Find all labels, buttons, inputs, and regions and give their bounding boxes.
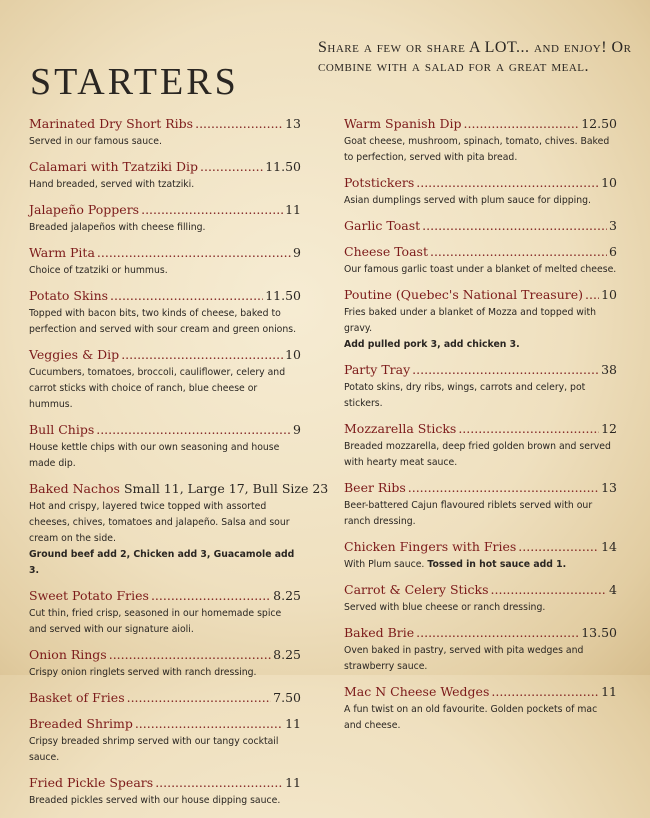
dot-leader bbox=[155, 775, 283, 790]
menu-item-description bbox=[344, 262, 617, 278]
menu-item-price: 9 bbox=[293, 245, 301, 260]
menu-item bbox=[344, 421, 617, 471]
menu-item-name: Breaded Shrimp bbox=[29, 716, 133, 731]
menu-item-name: Basket of Fries bbox=[29, 690, 125, 705]
menu-item bbox=[29, 422, 301, 472]
menu-item-header bbox=[29, 775, 301, 792]
menu-item-description bbox=[29, 665, 301, 681]
menu-item-price: 13 bbox=[285, 116, 301, 131]
menu-item-description bbox=[29, 134, 301, 150]
menu-item-addon: Add pulled pork 3, add chicken 3. bbox=[344, 339, 520, 350]
dot-leader bbox=[412, 362, 599, 377]
menu-tagline: Share a few or share A LOT... and enjoy! Or combine with a salad for a great meal. bbox=[318, 39, 632, 75]
dot-leader bbox=[141, 202, 283, 217]
menu-item-name: Jalapeño Poppers bbox=[29, 202, 140, 217]
menu-item bbox=[29, 159, 301, 193]
menu-item-price: 11 bbox=[285, 775, 301, 790]
menu-item-name: Veggies & Dip bbox=[29, 347, 120, 362]
menu-item bbox=[29, 775, 301, 809]
menu-item-name: Warm Pita bbox=[29, 245, 95, 260]
menu-item bbox=[29, 716, 301, 766]
dot-leader bbox=[121, 347, 283, 362]
menu-item bbox=[344, 480, 617, 530]
right-menu-column bbox=[344, 116, 617, 743]
menu-item bbox=[344, 582, 617, 616]
dot-leader bbox=[110, 288, 263, 303]
description-text: Cripsy breaded shrimp served with our tangy cocktail sauce. bbox=[29, 736, 279, 763]
menu-item-name: Baked Brie bbox=[344, 625, 415, 640]
dot-leader bbox=[151, 588, 271, 603]
menu-item-description bbox=[344, 134, 617, 166]
description-text: Hand breaded, served with tzatziki. bbox=[29, 179, 195, 190]
menu-item-name: Potstickers bbox=[344, 175, 415, 190]
menu-item-price: 38 bbox=[601, 362, 617, 377]
description-text: With Plum sauce. bbox=[344, 559, 425, 570]
description-text: Breaded pickles served with our house dipping sauce. bbox=[29, 795, 281, 806]
menu-item-price: 3 bbox=[609, 218, 617, 233]
dot-leader bbox=[109, 647, 271, 662]
dot-leader bbox=[585, 287, 599, 302]
menu-item-description bbox=[29, 365, 301, 413]
menu-item-description bbox=[344, 439, 617, 471]
menu-item-description bbox=[344, 643, 617, 675]
description-text: Breaded mozzarella, deep fried golden brown and served with hearty meat sauce. bbox=[344, 441, 611, 468]
description-text: Oven baked in pastry, served with pita wedges and strawberry sauce. bbox=[344, 645, 584, 672]
menu-item-description bbox=[344, 193, 617, 209]
menu-item bbox=[344, 539, 617, 573]
menu-item-description bbox=[29, 734, 301, 766]
menu-item-price: 10 bbox=[285, 347, 301, 362]
menu-item-name: Marinated Dry Short Ribs bbox=[29, 116, 194, 131]
menu-item bbox=[29, 690, 301, 707]
menu-item-header bbox=[29, 647, 301, 664]
description-text: Fries baked under a blanket of Mozza and topped with gravy. bbox=[344, 307, 597, 334]
menu-item-name: Fried Pickle Spears bbox=[29, 775, 154, 790]
menu-item-price: 7.50 bbox=[273, 690, 301, 705]
menu-item-header bbox=[29, 690, 301, 707]
menu-item bbox=[344, 684, 617, 734]
menu-item-header bbox=[29, 716, 301, 733]
menu-item-description bbox=[29, 220, 301, 236]
menu-item-description bbox=[29, 499, 301, 579]
description-text: Beer-battered Cajun flavoured riblets served with our ranch dressing. bbox=[344, 500, 593, 527]
menu-item bbox=[29, 347, 301, 413]
dot-leader bbox=[491, 684, 599, 699]
description-text: Cut thin, fried crisp, seasoned in our homemade spice and served with our signature aioli. bbox=[29, 608, 282, 635]
description-text: Cucumbers, tomatoes, broccoli, cauliflower, celery and carrot sticks with choice of ranch, blue cheese or hummus. bbox=[29, 367, 286, 410]
menu-item-price: 11 bbox=[601, 684, 617, 699]
menu-item-header bbox=[29, 116, 301, 133]
menu-item-header bbox=[29, 288, 301, 305]
description-text: Choice of tzatziki or hummus. bbox=[29, 265, 168, 276]
menu-item-name: Cheese Toast bbox=[344, 244, 428, 259]
menu-item-description bbox=[29, 606, 301, 638]
menu-item-header bbox=[344, 244, 617, 261]
dot-leader bbox=[518, 539, 599, 554]
description-text: Crispy onion ringlets served with ranch dressing. bbox=[29, 667, 257, 678]
menu-item-header bbox=[344, 287, 617, 304]
menu-item-name: Poutine (Quebec's National Treasure) bbox=[344, 287, 584, 302]
menu-item-header bbox=[344, 582, 617, 599]
menu-item bbox=[344, 218, 617, 235]
menu-item bbox=[29, 245, 301, 279]
menu-item-description bbox=[29, 793, 301, 809]
menu-item bbox=[344, 116, 617, 166]
description-text: Goat cheese, mushroom, spinach, tomato, chives. Baked to perfection, served with pita bread. bbox=[344, 136, 610, 163]
description-text: Our famous garlic toast under a blanket of melted cheese. bbox=[344, 264, 617, 275]
menu-item-price: Small 11, Large 17, Bull Size 23 bbox=[123, 481, 329, 496]
menu-item-header bbox=[344, 116, 617, 133]
menu-item bbox=[344, 244, 617, 278]
menu-item-name: Mac N Cheese Wedges bbox=[344, 684, 490, 699]
dot-leader bbox=[464, 116, 580, 131]
description-text: Potato skins, dry ribs, wings, carrots and celery, pot stickers. bbox=[344, 382, 586, 409]
menu-item-header bbox=[29, 588, 301, 605]
dot-leader bbox=[491, 582, 608, 597]
dot-leader bbox=[96, 422, 291, 437]
description-text: Served in our famous sauce. bbox=[29, 136, 162, 147]
menu-item-description bbox=[29, 263, 301, 279]
dot-leader bbox=[430, 244, 607, 259]
menu-item-price: 12 bbox=[601, 421, 617, 436]
menu-item-name: Calamari with Tzatziki Dip bbox=[29, 159, 199, 174]
menu-item-name: Garlic Toast bbox=[344, 218, 421, 233]
dot-leader bbox=[458, 421, 599, 436]
menu-item-price: 12.50 bbox=[581, 116, 617, 131]
menu-item-price: 6 bbox=[609, 244, 617, 259]
menu-item-header bbox=[29, 245, 301, 262]
menu-item-name: Carrot & Celery Sticks bbox=[344, 582, 489, 597]
dot-leader bbox=[200, 159, 263, 174]
dot-leader bbox=[195, 116, 283, 131]
menu-item-description bbox=[29, 177, 301, 193]
dot-leader bbox=[422, 218, 607, 233]
description-text: Breaded jalapeños with cheese filling. bbox=[29, 222, 206, 233]
menu-item bbox=[344, 287, 617, 353]
menu-item-header bbox=[29, 347, 301, 364]
menu-item-header bbox=[29, 422, 301, 439]
menu-item-header bbox=[344, 480, 617, 497]
menu-item-header bbox=[29, 202, 301, 219]
menu-item-header bbox=[29, 481, 329, 498]
menu-item-description bbox=[344, 557, 617, 573]
menu-item-price: 9 bbox=[293, 422, 301, 437]
dot-leader bbox=[416, 175, 599, 190]
menu-item-price: 8.25 bbox=[273, 647, 301, 662]
menu-item-description bbox=[29, 306, 301, 338]
description-text: Topped with bacon bits, two kinds of cheese, baked to perfection and served with sour cream and green onions. bbox=[29, 308, 297, 335]
menu-item-name: Warm Spanish Dip bbox=[344, 116, 462, 131]
menu-item-description bbox=[344, 702, 617, 734]
menu-item-price: 13.50 bbox=[581, 625, 617, 640]
menu-item-header bbox=[344, 421, 617, 438]
menu-item bbox=[344, 625, 617, 675]
menu-item-price: 4 bbox=[609, 582, 617, 597]
menu-item-addon: Ground beef add 2, Chicken add 3, Guacamole add 3. bbox=[29, 549, 295, 576]
menu-item-description bbox=[344, 600, 617, 616]
menu-section-title: STARTERS bbox=[30, 61, 239, 103]
menu-item bbox=[29, 588, 301, 638]
description-text: Served with blue cheese or ranch dressing. bbox=[344, 602, 546, 613]
menu-item-name: Baked Nachos bbox=[29, 481, 120, 496]
description-text: House kettle chips with our own seasoning and house made dip. bbox=[29, 442, 280, 469]
menu-item-price: 13 bbox=[601, 480, 617, 495]
menu-item-name: Bull Chips bbox=[29, 422, 95, 437]
menu-item-price: 8.25 bbox=[273, 588, 301, 603]
menu-item-header bbox=[344, 539, 617, 556]
description-text: Hot and crispy, layered twice topped with assorted cheeses, chives, tomatoes and jalapeño. Salsa and sour cream on the side. bbox=[29, 501, 290, 544]
menu-item-name: Party Tray bbox=[344, 362, 411, 377]
menu-item-header bbox=[29, 159, 301, 176]
menu-item-description bbox=[344, 380, 617, 412]
dot-leader bbox=[97, 245, 291, 260]
menu-item bbox=[29, 481, 329, 579]
menu-item-description bbox=[344, 305, 617, 353]
dot-leader bbox=[416, 625, 579, 640]
description-text: Asian dumplings served with plum sauce for dipping. bbox=[344, 195, 591, 206]
menu-item-description bbox=[29, 440, 301, 472]
menu-item-name: Sweet Potato Fries bbox=[29, 588, 149, 603]
dot-leader bbox=[127, 690, 272, 705]
menu-item bbox=[344, 362, 617, 412]
menu-item bbox=[29, 647, 301, 681]
menu-item-price: 11.50 bbox=[265, 288, 301, 303]
menu-item-header bbox=[344, 175, 617, 192]
menu-item-price: 11 bbox=[285, 202, 301, 217]
menu-item-header bbox=[344, 362, 617, 379]
menu-item-addon: Tossed in hot sauce add 1. bbox=[427, 559, 567, 570]
menu-item-price: 10 bbox=[601, 287, 617, 302]
menu-item-header bbox=[344, 684, 617, 701]
menu-item bbox=[29, 202, 301, 236]
menu-item-header bbox=[344, 218, 617, 235]
left-menu-column bbox=[29, 116, 329, 818]
menu-item-price: 14 bbox=[601, 539, 617, 554]
menu-item-name: Mozzarella Sticks bbox=[344, 421, 457, 436]
dot-leader bbox=[408, 480, 599, 495]
menu-item-name: Chicken Fingers with Fries bbox=[344, 539, 517, 554]
menu-item-name: Beer Ribs bbox=[344, 480, 406, 495]
menu-item bbox=[29, 116, 301, 150]
menu-item-header bbox=[344, 625, 617, 642]
menu-item-name: Onion Rings bbox=[29, 647, 107, 662]
menu-item-price: 11.50 bbox=[265, 159, 301, 174]
menu-item-name: Potato Skins bbox=[29, 288, 109, 303]
dot-leader bbox=[135, 716, 283, 731]
menu-item-price: 10 bbox=[601, 175, 617, 190]
menu-item bbox=[29, 288, 301, 338]
menu-item-price: 11 bbox=[285, 716, 301, 731]
menu-item-description bbox=[344, 498, 617, 530]
menu-item bbox=[344, 175, 617, 209]
description-text: A fun twist on an old favourite. Golden pockets of mac and cheese. bbox=[344, 704, 598, 731]
